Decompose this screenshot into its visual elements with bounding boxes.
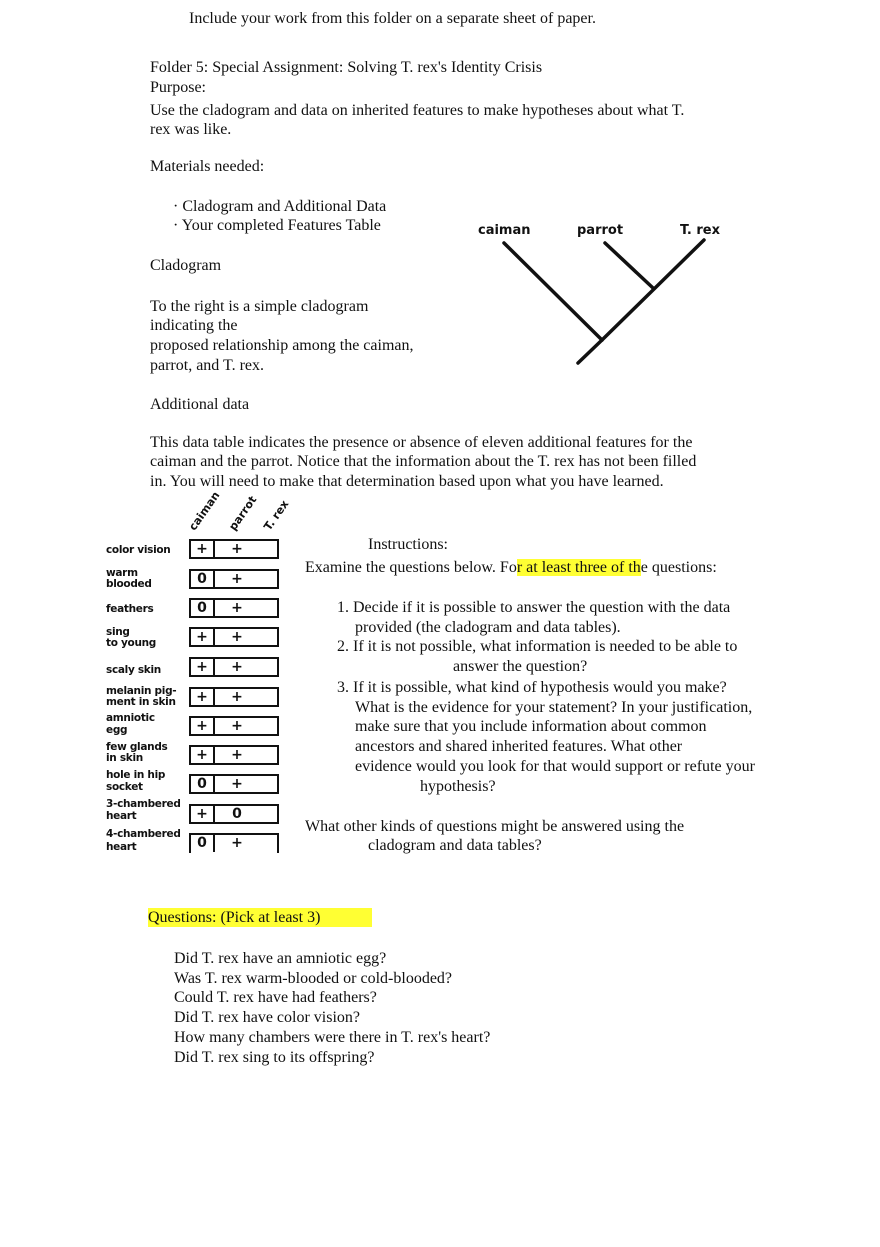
step-3-line-5: evidence would you look for that would support or refute your (355, 758, 755, 775)
question-4: Did T. rex have color vision? (174, 1009, 361, 1026)
feature-label: hole in hip (106, 769, 166, 781)
step-2-line-1: 2. If it is not possible, what information is needed to be able to (337, 638, 738, 655)
col-header-caiman: caiman (186, 489, 223, 533)
feature-label: sing (106, 626, 130, 638)
header-note: Include your work from this folder on a separate sheet of paper. (189, 10, 596, 27)
questions-label: Questions: (Pick at least 3) (148, 908, 372, 927)
cladogram-taxon-trex: T. rex (680, 223, 720, 238)
materials-item-2: · Your completed Features Table (173, 217, 381, 234)
caiman-value: 0 (191, 600, 215, 617)
caiman-value: + (191, 747, 215, 764)
feature-label: warm (106, 567, 138, 579)
table-row (189, 539, 279, 559)
feature-label: melanin pig- (106, 685, 177, 697)
step-3-line-2: What is the evidence for your statement? In your justification, (355, 699, 753, 716)
feature-label: few glands (106, 741, 168, 753)
caiman-value: + (191, 806, 215, 823)
step-3-line-6: hypothesis? (420, 778, 496, 795)
table-row (189, 804, 279, 824)
table-row (189, 627, 279, 647)
feature-label-line-2: blooded (106, 578, 152, 590)
step-1-line-1: 1. Decide if it is possible to answer the question with the data (337, 599, 731, 616)
table-row (189, 716, 279, 736)
cladogram-branch-caiman (504, 243, 602, 340)
cladogram-label: Cladogram (150, 257, 222, 274)
question-1: Did T. rex have an amniotic egg? (174, 950, 387, 967)
table-row (189, 687, 279, 707)
step-3-line-1: 3. If it is possible, what kind of hypothesis would you make? (337, 679, 727, 696)
feature-label: scaly skin (106, 664, 161, 676)
cladogram-text-4: parrot, and T. rex. (150, 357, 265, 374)
table-row (189, 569, 279, 589)
parrot-value: + (231, 689, 243, 705)
feature-label: 4-chambered (106, 828, 181, 840)
highlight-mark: r at least three of th (516, 559, 641, 576)
caiman-value: + (191, 629, 215, 646)
purpose-label: Purpose: (150, 79, 206, 96)
question-5: How many chambers were there in T. rex's heart? (174, 1029, 491, 1046)
question-6: Did T. rex sing to its offspring? (174, 1049, 375, 1066)
materials-label: Materials needed: (150, 158, 265, 175)
additional-text-1: This data table indicates the presence or absence of eleven additional features for the (150, 434, 693, 451)
caiman-value: 0 (191, 776, 215, 793)
caiman-value: + (191, 689, 215, 706)
parrot-value: + (231, 835, 243, 851)
feature-label: amniotic (106, 712, 155, 724)
parrot-value: + (231, 600, 243, 616)
parrot-value: + (231, 747, 243, 763)
parrot-value: + (231, 718, 243, 734)
table-row (189, 833, 279, 853)
col-header-trex: T. rex (261, 497, 292, 533)
caiman-value: 0 (191, 571, 215, 588)
step-3-line-3: make sure that you include information about common (355, 718, 707, 735)
purpose-line-2: rex was like. (150, 121, 232, 138)
feature-label: feathers (106, 603, 154, 615)
caiman-value: + (191, 541, 215, 558)
table-row (189, 774, 279, 794)
cladogram-branch-parrot (605, 243, 653, 288)
step-3-line-4: ancestors and shared inherited features. What other (355, 738, 683, 755)
step-2-line-2: answer the question? (453, 658, 588, 675)
other-questions-line-1: What other kinds of questions might be answered using the (305, 818, 685, 835)
step-1-line-2: provided (the cladogram and data tables). (355, 619, 621, 636)
additional-text-3: in. You will need to make that determination based upon what you have learned. (150, 473, 664, 490)
feature-label: 3-chambered (106, 798, 181, 810)
materials-item-1: · Cladogram and Additional Data (173, 198, 387, 215)
parrot-value: + (231, 659, 243, 675)
additional-data-label: Additional data (150, 396, 250, 413)
col-header-parrot: parrot (226, 493, 260, 533)
other-questions-line-2: cladogram and data tables? (368, 837, 542, 854)
caiman-value: + (191, 718, 215, 735)
feature-label-line-2: heart (106, 810, 137, 822)
additional-text-2: caiman and the parrot. Notice that the information about the T. rex has not been filled (150, 453, 697, 470)
cladogram-taxon-caiman: caiman (478, 223, 531, 238)
question-3: Could T. rex have had feathers? (174, 989, 377, 1006)
cladogram-text-2: indicating the (150, 317, 238, 334)
cladogram-figure (470, 215, 740, 375)
question-2: Was T. rex warm-blooded or cold-blooded? (174, 970, 453, 987)
table-row (189, 745, 279, 765)
cladogram-text-1: To the right is a simple cladogram (150, 298, 369, 315)
parrot-value: + (231, 541, 243, 557)
feature-label-line-2: in skin (106, 752, 143, 764)
cladogram-text-3: proposed relationship among the caiman, (150, 337, 414, 354)
cladogram-taxon-parrot: parrot (577, 223, 624, 238)
table-row (189, 657, 279, 677)
parrot-value: + (231, 571, 243, 587)
caiman-value: + (191, 659, 215, 676)
purpose-line-1: Use the cladogram and data on inherited features to make hypotheses about what T. (150, 102, 685, 119)
feature-label-line-2: ment in skin (106, 696, 176, 708)
instructions-title: Instructions: (368, 536, 448, 553)
feature-label-line-2: socket (106, 781, 143, 793)
caiman-value: 0 (191, 835, 215, 852)
features-table (0, 0, 320, 870)
feature-label-line-2: to young (106, 637, 157, 649)
feature-label-line-2: heart (106, 841, 137, 853)
parrot-value: 0 (232, 806, 242, 822)
feature-label: color vision (106, 544, 171, 556)
parrot-value: + (231, 776, 243, 792)
parrot-value: + (231, 629, 243, 645)
instructions-intro: Examine the questions below. For at least three of the questions: (305, 559, 717, 576)
folder-title: Folder 5: Special Assignment: Solving T. rex's Identity Crisis (150, 59, 543, 76)
feature-label-line-2: egg (106, 724, 128, 736)
cladogram-root (578, 340, 602, 363)
table-row (189, 598, 279, 618)
